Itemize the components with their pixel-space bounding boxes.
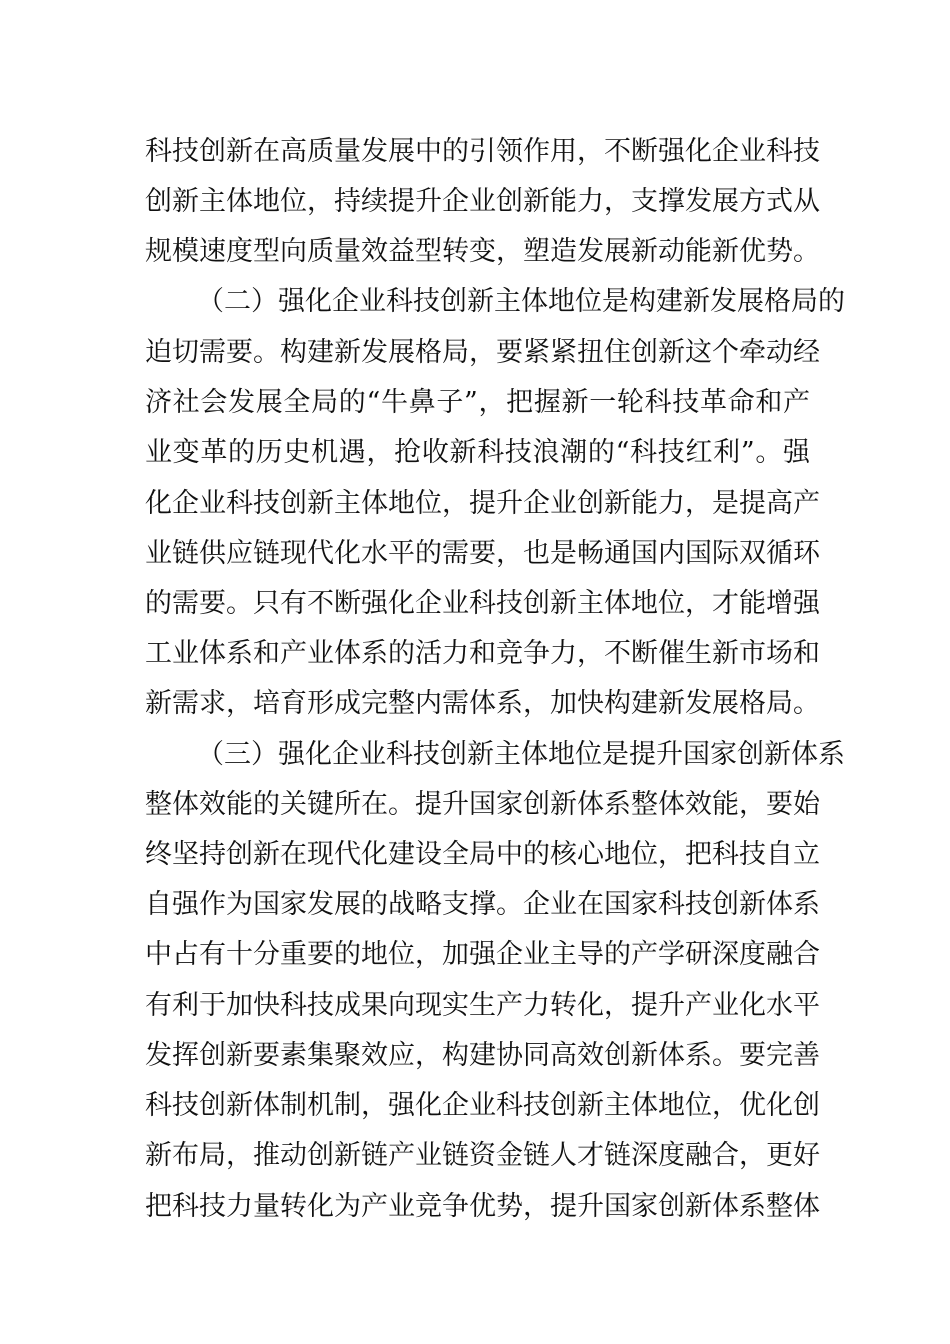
- text-line-2: 创新主体地位，持续提升企业创新能力，支撑发展方式从: [145, 186, 820, 217]
- section-3-heading-line: （三）强化企业科技创新主体地位是提升国家创新体系: [197, 739, 845, 770]
- text-line-6: 济社会发展全局的“牛鼻子”，把握新一轮科技革命和产: [145, 387, 810, 418]
- text-line-20: 科技创新体制机制，强化企业科技创新主体地位，优化创: [145, 1090, 820, 1121]
- text-line-14: 整体效能的关键所在。提升国家创新体系整体效能，要始: [145, 789, 820, 820]
- text-line-10: 的需要。只有不断强化企业科技创新主体地位，才能增强: [145, 588, 820, 619]
- text-line-21: 新布局，推动创新链产业链资金链人才链深度融合，更好: [145, 1140, 820, 1171]
- text-line-19: 发挥创新要素集聚效应，构建协同高效创新体系。要完善: [145, 1040, 820, 1071]
- text-line-16: 自强作为国家发展的战略支撑。企业在国家科技创新体系: [145, 889, 820, 920]
- text-line-22: 把科技力量转化为产业竞争优势，提升国家创新体系整体: [145, 1191, 820, 1222]
- text-line-15: 终坚持创新在现代化建设全局中的核心地位，把科技自立: [145, 839, 820, 870]
- text-line-3: 规模速度型向质量效益型转变，塑造发展新动能新优势。: [145, 236, 820, 267]
- text-line-9: 业链供应链现代化水平的需要，也是畅通国内国际双循环: [145, 538, 820, 569]
- text-line-5: 迫切需要。构建新发展格局，要紧紧扭住创新这个牵动经: [145, 337, 820, 368]
- text-line-12: 新需求，培育形成完整内需体系，加快构建新发展格局。: [145, 688, 820, 719]
- text-line-7: 业变革的历史机遇，抢收新科技浪潮的“科技红利”。强: [145, 437, 810, 468]
- text-line-1: 科技创新在高质量发展中的引领作用，不断强化企业科技: [145, 136, 820, 167]
- text-line-17: 中占有十分重要的地位，加强企业主导的产学研深度融合: [145, 939, 820, 970]
- text-line-11: 工业体系和产业体系的活力和竞争力，不断催生新市场和: [145, 638, 820, 669]
- section-2-heading-line: （二）强化企业科技创新主体地位是构建新发展格局的: [197, 286, 845, 317]
- text-line-18: 有利于加快科技成果向现实生产力转化，提升产业化水平: [145, 990, 820, 1021]
- text-line-8: 化企业科技创新主体地位，提升企业创新能力，是提高产: [145, 488, 820, 519]
